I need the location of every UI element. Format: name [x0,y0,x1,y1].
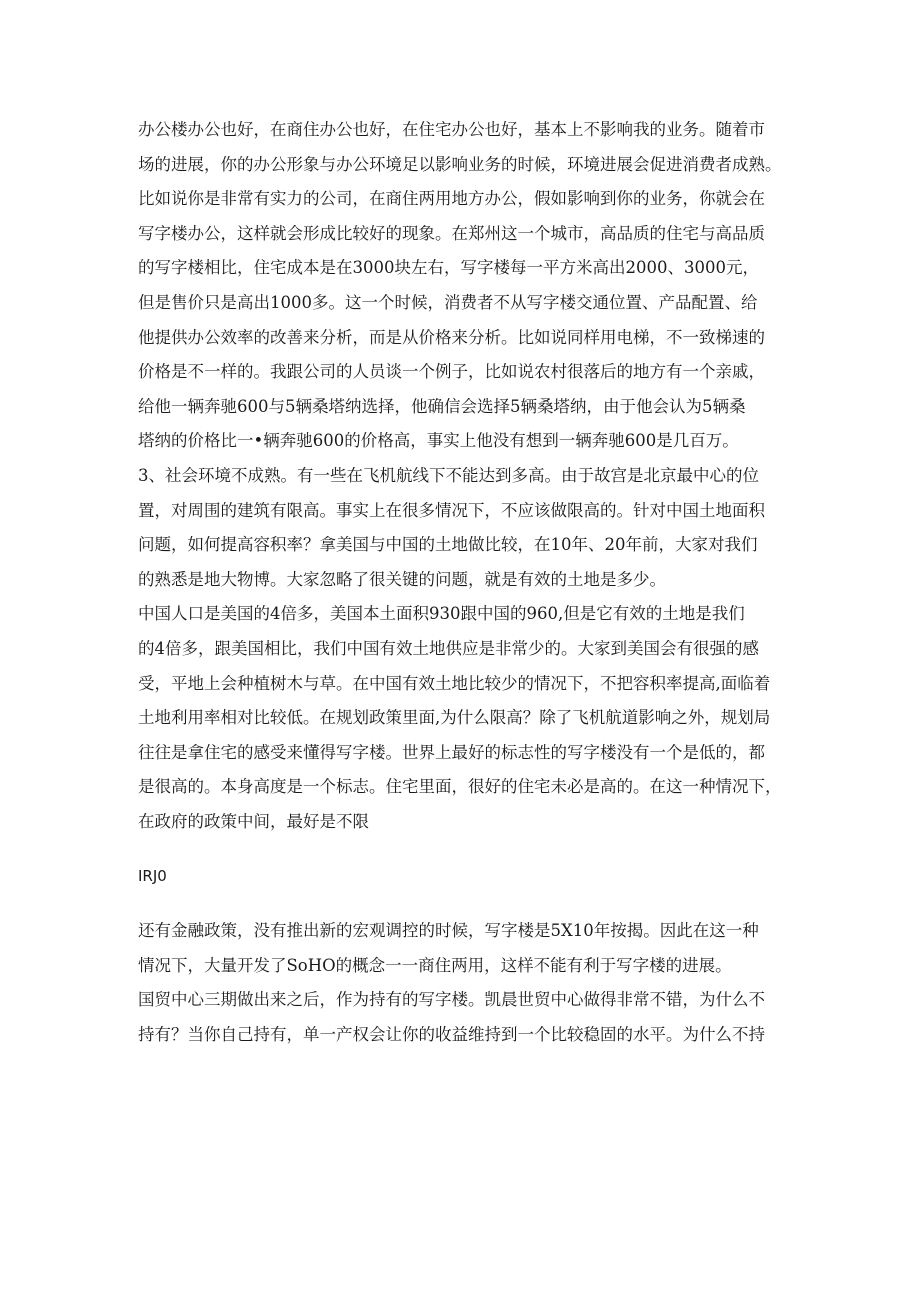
text-line: 土地利用率相对比较低。在规划政策里面,为什么限高？除了飞机航道影响之外，规划局 [138,708,771,728]
text-line: 中国人口是美国的4倍多，美国本土面积930跟中国的960,但是它有效的土地是我们 [138,604,745,624]
text-line: 给他一辆奔驰600与5辆桑塔纳选择，他确信会选择5辆桑塔纳，由于他会认为5辆桑 [138,396,746,416]
paragraphs-part1 [138,113,798,839]
text-line: 的熟悉是地大物博。大家忽略了很关键的问题，就是有效的土地是多少。 [138,569,666,589]
text-line: 办公楼办公也好，在商住办公也好，在住宅办公也好，基本上不影响我的业务。随着市 [138,120,765,139]
stray-text: IRJ0 [138,867,167,886]
text-line: 的4倍多，跟美国相比，我们中国有效土地供应是非常少的。大家到美国会有很强的感 [138,638,759,658]
text-line: 还有金融政策，没有推出新的宏观调控的时候，写字楼是5X10年按揭。因此在这一种 [138,921,759,941]
text-line: 他提供办公效率的改善来分析，而是从价格来分析。比如说同样用电梯，不一致梯速的 [138,327,765,347]
text-line: 问题，如何提高容积率？拿美国与中国的土地做比较，在10年、20年前，大家对我们 [138,535,758,555]
text-line: 在政府的政策中间，最好是不限 [138,811,369,831]
paragraphs-part2 [138,914,798,1052]
text-line: 往往是拿住宅的感受来懂得写字楼。世界上最好的标志性的写字楼没有一个是低的，都 [138,742,765,762]
text-line: 塔纳的价格比一•辆奔驰600的价格高，事实上他没有想到一辆奔驰600是几百万。 [138,431,739,451]
spacer [138,839,798,859]
body-text [138,113,798,1052]
text-line: 国贸中心三期做出来之后，作为持有的写字楼。凯晨世贸中心做得非常不错，为什么不 [138,990,765,1010]
text-line: 写字楼办公，这样就会形成比较好的现象。在郑州这一个城市，高品质的住宅与高品质 [138,223,765,243]
text-line: 持有？当你自己持有，单一产权会让你的收益维持到一个比较稳固的水平。为什么不持 [138,1024,765,1044]
text-line: 置，对周围的建筑有限高。事实上在很多情况下，不应该做限高的。针对中国土地面积 [138,500,765,520]
text-line: 价格是不一样的。我跟公司的人员谈一个例子，比如说农村很落后的地方有一个亲戚， [138,362,765,382]
text-line: 但是售价只是高出1000多。这一个时候，消费者不从写字楼交通位置、产品配置、给 [138,292,758,312]
text-line: 3、社会环境不成熟。有一些在飞机航线下不能达到多高。由于故宫是北京最中心的位 [138,465,759,485]
text-line: 情况下，大量开发了SoHO的概念一一商住两用，这样不能有利于写字楼的进展。 [138,955,732,975]
text-line: 场的进展，你的办公形象与办公环境足以影响业务的时候，环境进展会促进消费者成熟。 [138,154,782,174]
text-line: 是很高的。本身高度是一个标志。住宅里面，很好的住宅未必是高的。在这一种情况下， [138,777,782,797]
text-line: 的写字楼相比，住宅成本是在3000块左右，写字楼每一平方米高出2000、3000元， [138,258,759,278]
spacer [138,894,798,914]
text-line: 受，平地上会种植树木与草。在中国有效土地比较少的情况下，不把容积率提高,面临着 [138,673,771,693]
text-line: 比如说你是非常有实力的公司，在商住两用地方办公，假如影响到你的业务，你就会在 [138,189,765,209]
